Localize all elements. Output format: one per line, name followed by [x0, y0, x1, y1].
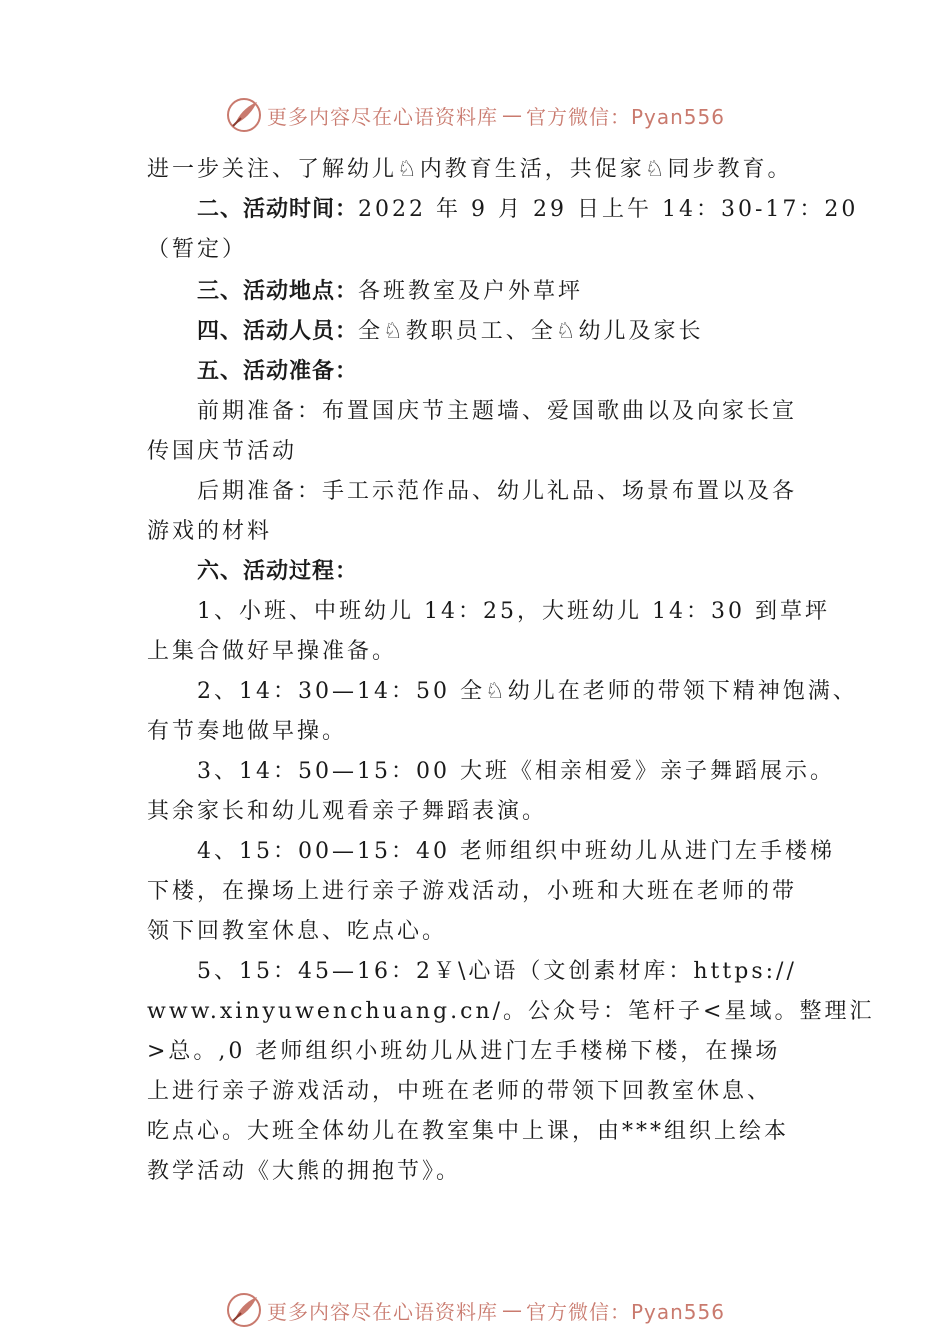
step3-line2: 其余家长和幼儿观看亲子舞蹈表演。 — [147, 799, 548, 824]
prep-late-2: 游戏的材料 — [147, 519, 273, 544]
prep-heading: 五、活动准备： — [197, 359, 359, 384]
step5-line4: 上进行亲子游戏活动，中班在老师的带领下回教室休息、 — [147, 1079, 773, 1104]
time-heading: 二、活动时间： — [197, 197, 359, 222]
prep-early-1: 前期准备：布置国庆节主题墙、爱国歌曲以及向家长宣 — [197, 399, 798, 424]
people-heading: 四、活动人员： — [197, 319, 359, 344]
step2-line1: 2、14：30—14：50 全♘幼儿在老师的带领下精神饱满、 — [197, 679, 858, 704]
time-value: 2022 年 9 月 29 日上午 14：30-17：20 — [358, 197, 859, 222]
document-body — [147, 150, 875, 1192]
prep-late-1: 后期准备：手工示范作品、幼儿礼品、场景布置以及各 — [197, 479, 798, 504]
banner-title: 更多内容尽在心语资料库 — [266, 104, 498, 129]
feather-pen-logo-icon — [225, 96, 263, 134]
banner-separator: — — [501, 1298, 522, 1322]
step2-line2: 有节奏地做早操。 — [147, 719, 348, 744]
banner-separator: — — [501, 103, 522, 127]
banner-title: 更多内容尽在心语资料库 — [266, 1299, 498, 1324]
place-heading: 三、活动地点： — [197, 279, 359, 304]
footer-banner — [0, 1290, 950, 1330]
step5-line5: 吃点心。大班全体幼儿在教室集中上课，由***组织上绘本 — [147, 1119, 790, 1144]
feather-pen-logo-icon — [225, 1291, 263, 1329]
step4-line3: 领下回教室休息、吃点心。 — [147, 919, 448, 944]
header-banner — [0, 95, 950, 135]
people-value: 全♘教职员工、全♘幼儿及家长 — [358, 319, 704, 344]
process-heading-line — [147, 552, 817, 592]
step5-line6: 教学活动《大熊的拥抱节》。 — [147, 1159, 462, 1184]
step5-line2: www.xinyuwenchuang.cn/。公众号：笔杆子<星域。整理汇 — [147, 999, 875, 1024]
prep-early-2: 传国庆节活动 — [147, 439, 298, 464]
step3-line1: 3、14：50—15：00 大班《相亲相爱》亲子舞蹈展示。 — [197, 759, 835, 784]
banner-wechat: 官方微信：Pyan556 — [525, 1299, 725, 1324]
people-line — [147, 312, 817, 352]
time-note: （暂定） — [147, 237, 248, 262]
banner-wechat: 官方微信：Pyan556 — [525, 104, 725, 129]
step1-line1: 1、小班、中班幼儿 14：25，大班幼儿 14：30 到草坪 — [197, 599, 830, 624]
process-heading: 六、活动过程： — [197, 559, 359, 584]
place-value: 各班教室及户外草坪 — [358, 279, 584, 304]
step5-line1: 5、15：45—16：2￥\心语（文创素材库：https:// — [197, 959, 797, 984]
step1-line2: 上集合做好早操准备。 — [147, 639, 398, 664]
intro-line: 进一步关注、了解幼儿♘内教育生活，共促家♘同步教育。 — [147, 157, 793, 182]
prep-heading-line — [147, 352, 817, 392]
step5-line3: >总。,0 老师组织小班幼儿从进门左手楼梯下楼，在操场 — [147, 1039, 781, 1064]
step4-line2: 下楼，在操场上进行亲子游戏活动，小班和大班在老师的带 — [147, 879, 798, 904]
time-line — [147, 190, 859, 230]
place-line — [147, 272, 817, 312]
step4-line1: 4、15：00—15：40 老师组织中班幼儿从进门左手楼梯 — [197, 839, 835, 864]
